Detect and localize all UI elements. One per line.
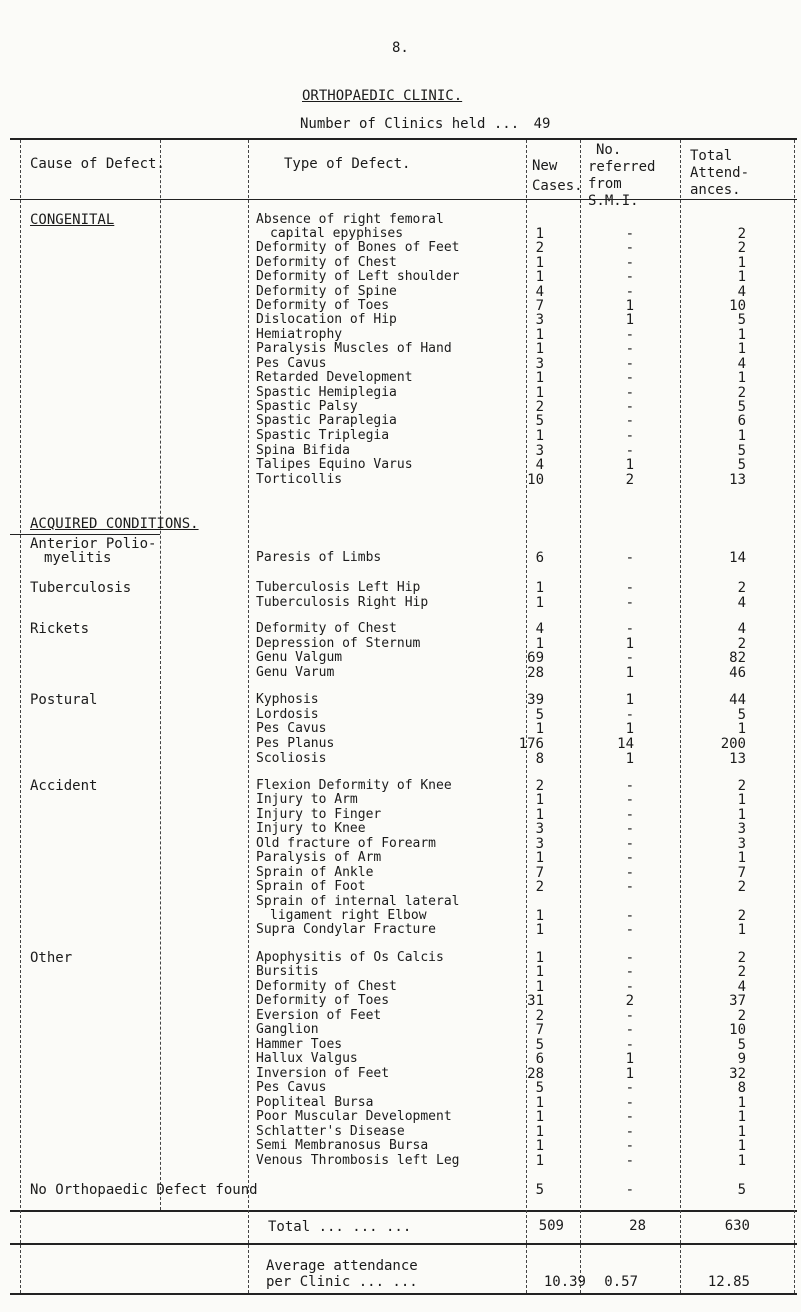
referred-cell: - [625,370,634,386]
header-new-cases [532,156,583,196]
attendances-cell: 200 [720,736,746,752]
defect-type: Pes Cavus [256,1080,327,1095]
new-cases-cell: 1 [535,950,544,966]
header-bottom-rule [10,199,797,200]
defect-type: Flexion Deformity of Knee [256,778,452,793]
attendances-cell: 4 [737,284,746,300]
attendances-cell: 2 [737,950,746,966]
new-cases-cell: 1 [535,341,544,357]
clinics-held-label: Number of Clinics held ... [300,116,520,132]
new-cases-cell: 5 [535,707,544,723]
attendances-cell: 1 [737,721,746,737]
new-cases-cell: 1 [535,580,544,596]
attendances-cell: 5 [737,443,746,459]
attendances-cell: 1 [737,341,746,357]
referred-cell: - [625,1109,634,1125]
defect-type: Tuberculosis Right Hip [256,595,429,610]
referred-cell: - [625,621,634,637]
new-cases-cell: 3 [535,443,544,459]
header-new-cases-line-2: Cases. [532,178,583,194]
cause-label: ACQUIRED CONDITIONS. [30,516,199,532]
cause-label: No Orthopaedic Defect found [30,1182,258,1198]
totals-label: Total ... ... ... [268,1219,412,1235]
defect-type: Scoliosis [256,751,327,766]
defect-type: Genu Varum [256,665,335,680]
new-cases-cell: 7 [535,298,544,314]
cause-label: Tuberculosis [30,580,132,596]
attendances-cell: 4 [737,979,746,995]
attendances-cell: 2 [737,385,746,401]
referred-cell: - [625,428,634,444]
attendances-cell: 1 [737,850,746,866]
cause-label: Anterior Polio- [30,536,157,552]
attendances-cell: 3 [737,836,746,852]
defect-type: Spina Bifida [256,443,350,458]
defect-type: Popliteal Bursa [256,1095,374,1110]
attendances-cell: 5 [737,457,746,473]
new-cases-cell: 2 [535,240,544,256]
new-cases-cell: 39 [527,692,544,708]
referred-cell: 1 [625,692,634,708]
average-attendances: 12.85 [707,1274,750,1290]
header-referred-line-4: S.M.I. [588,193,639,209]
referred-cell: - [625,413,634,429]
defect-type: Old fracture of Forearm [256,836,437,851]
new-cases-cell: 28 [527,665,544,681]
new-cases-cell: 4 [535,621,544,637]
attendances-cell: 14 [729,550,746,566]
attendances-cell: 1 [737,255,746,271]
table-top-rule [10,138,797,140]
attendances-cell: 1 [737,807,746,823]
attendances-cell: 4 [737,356,746,372]
referred-cell: - [625,550,634,566]
totals-referred: 28 [629,1218,646,1234]
referred-cell: 2 [625,993,634,1009]
attendances-cell: 8 [737,1080,746,1096]
attendances-cell: 1 [737,792,746,808]
totals-new-cases: 509 [538,1218,564,1234]
referred-cell: - [625,385,634,401]
defect-type: Paralysis of Arm [256,850,382,865]
col-divider-6 [680,140,681,1293]
referred-cell: 1 [625,457,634,473]
attendances-cell: 5 [737,399,746,415]
attendances-cell: 1 [737,1153,746,1169]
new-cases-cell: 1 [535,1153,544,1169]
defect-type: Schlatter's Disease [256,1124,405,1139]
attendances-cell: 5 [737,707,746,723]
new-cases-cell: 1 [535,1109,544,1125]
new-cases-cell: 5 [535,413,544,429]
defect-type: Absence of right femoral [256,212,444,227]
new-cases-cell: 1 [535,1124,544,1140]
referred-cell: 1 [625,636,634,652]
header-type: Type of Defect. [284,156,411,172]
defect-type: Deformity of Bones of Feet [256,240,460,255]
referred-cell: 1 [625,1066,634,1082]
new-cases-cell: 2 [535,1008,544,1024]
new-cases-cell: 6 [535,1051,544,1067]
defect-type: Kyphosis [256,692,319,707]
defect-type: Apophysitis of Os Calcis [256,950,444,965]
defect-type: Pes Cavus [256,356,327,371]
attendances-cell: 2 [737,1008,746,1024]
defect-type: Eversion of Feet [256,1008,382,1023]
cause-label: myelitis [44,550,112,566]
attendances-cell: 10 [729,1022,746,1038]
defect-type: Spastic Triplegia [256,428,390,443]
new-cases-cell: 1 [535,1138,544,1154]
referred-cell: - [625,1037,634,1053]
defect-type: Deformity of Chest [256,255,397,270]
attendances-cell: 2 [737,240,746,256]
body-bottom-rule [10,1210,797,1212]
defect-type: Hallux Valgus [256,1051,358,1066]
header-referred-line-2: referred [588,159,656,175]
defect-type: Sprain of Ankle [256,865,374,880]
new-cases-cell: 10 [527,472,544,488]
col-divider-5 [580,140,581,1293]
defect-type: Supra Condylar Fracture [256,922,437,937]
new-cases-cell: 69 [527,650,544,666]
new-cases-cell: 1 [535,255,544,271]
attendances-cell: 3 [737,821,746,837]
referred-cell: - [625,1095,634,1111]
clinics-held-value: 49 [533,116,551,132]
new-cases-cell: 1 [535,850,544,866]
referred-cell: - [625,979,634,995]
referred-cell: - [625,650,634,666]
referred-cell: - [625,226,634,242]
new-cases-cell: 31 [527,993,544,1009]
referred-cell: - [625,284,634,300]
report-title: ORTHOPAEDIC CLINIC. [302,88,463,104]
attendances-cell: 1 [737,1138,746,1154]
referred-cell: - [625,1138,634,1154]
defect-type: ligament right Elbow [270,908,427,923]
attendances-cell: 1 [737,327,746,343]
defect-type: Spastic Palsy [256,399,358,414]
referred-cell: - [625,341,634,357]
table-bottom-rule [10,1293,797,1295]
attendances-cell: 1 [737,428,746,444]
cause-label: Postural [30,692,98,708]
header-referred [588,142,655,210]
defect-type: Bursitis [256,964,319,979]
referred-cell: 1 [625,721,634,737]
attendances-cell: 4 [737,621,746,637]
congenital-bottom-rule [10,534,160,535]
defect-type: Spastic Hemiplegia [256,385,397,400]
col-divider-1 [20,140,21,1293]
defect-type: Deformity of Left shoulder [256,269,460,284]
new-cases-cell: 1 [535,385,544,401]
new-cases-cell: 2 [535,879,544,895]
new-cases-cell: 5 [535,1037,544,1053]
new-cases-cell: 3 [535,356,544,372]
attendances-cell: 10 [729,298,746,314]
col-divider-7 [794,140,795,1293]
referred-cell: - [625,879,634,895]
average-label-line-1: Average attendance [266,1258,418,1274]
attendances-cell: 2 [737,964,746,980]
referred-cell: - [625,443,634,459]
header-new-cases-line-1: New [532,158,558,174]
defect-type: Sprain of Foot [256,879,366,894]
new-cases-cell: 1 [535,908,544,924]
cause-label: CONGENITAL [30,212,115,228]
attendances-cell: 1 [737,370,746,386]
attendances-cell: 2 [737,908,746,924]
new-cases-cell: 4 [535,457,544,473]
referred-cell: - [625,595,634,611]
average-new-cases: 10.39 [543,1274,586,1290]
new-cases-cell: 1 [535,792,544,808]
header-total-line-2: Attend- [690,165,750,181]
referred-cell: 1 [625,751,634,767]
header-total-attendances [690,148,749,199]
attendances-cell: 1 [737,269,746,285]
referred-cell: - [625,255,634,271]
attendances-cell: 2 [737,879,746,895]
new-cases-cell: 1 [535,807,544,823]
referred-cell: - [625,580,634,596]
average-referred: 0.57 [604,1274,638,1290]
new-cases-cell: 3 [535,312,544,328]
attendances-cell: 6 [737,413,746,429]
defect-type: Retarded Development [256,370,413,385]
defect-type: Semi Membranosus Bursa [256,1138,429,1153]
referred-cell: - [625,821,634,837]
new-cases-cell: 4 [535,284,544,300]
defect-type: Lordosis [256,707,319,722]
defect-type: Dislocation of Hip [256,312,397,327]
defect-type: Deformity of Toes [256,298,390,313]
header-referred-line-3: from [588,176,622,192]
referred-cell: - [625,707,634,723]
attendances-cell: 5 [737,1182,746,1198]
referred-cell: - [625,807,634,823]
cause-label: Other [30,950,73,966]
defect-type: Poor Muscular Development [256,1109,452,1124]
referred-cell: - [625,1124,634,1140]
attendances-cell: 2 [737,636,746,652]
defect-type: Talipes Equino Varus [256,457,413,472]
attendances-cell: 1 [737,1095,746,1111]
referred-cell: 14 [617,736,634,752]
defect-type: Deformity of Chest [256,621,397,636]
attendances-cell: 5 [737,312,746,328]
defect-type: Pes Planus [256,736,335,751]
defect-type: Deformity of Spine [256,284,397,299]
new-cases-cell: 1 [535,428,544,444]
defect-type: Injury to Finger [256,807,382,822]
referred-cell: 1 [625,1051,634,1067]
referred-cell: - [625,1008,634,1024]
referred-cell: - [625,1022,634,1038]
attendances-cell: 2 [737,778,746,794]
defect-type: capital epyphises [270,226,404,241]
new-cases-cell: 2 [535,399,544,415]
new-cases-cell: 3 [535,836,544,852]
referred-cell: 1 [625,298,634,314]
attendances-cell: 13 [729,751,746,767]
attendances-cell: 2 [737,226,746,242]
attendances-cell: 37 [729,993,746,1009]
defect-type: Paresis of Limbs [256,550,382,565]
new-cases-cell: 5 [535,1080,544,1096]
new-cases-cell: 1 [535,636,544,652]
defect-type: Paralysis Muscles of Hand [256,341,452,356]
attendances-cell: 1 [737,1124,746,1140]
attendances-cell: 1 [737,1109,746,1125]
new-cases-cell: 1 [535,226,544,242]
referred-cell: - [625,778,634,794]
header-total-line-1: Total [690,148,733,164]
defect-type: Genu Valgum [256,650,343,665]
attendances-cell: 7 [737,865,746,881]
referred-cell: - [625,1182,634,1198]
defect-type: Torticollis [256,472,343,487]
referred-cell: 1 [625,312,634,328]
new-cases-cell: 2 [535,778,544,794]
defect-type: Injury to Arm [256,792,358,807]
referred-cell: - [625,327,634,343]
new-cases-cell: 1 [535,979,544,995]
defect-type: Pes Cavus [256,721,327,736]
referred-cell: 1 [625,665,634,681]
attendances-cell: 46 [729,665,746,681]
referred-cell: - [625,356,634,372]
attendances-cell: 44 [729,692,746,708]
attendances-cell: 9 [737,1051,746,1067]
attendances-cell: 2 [737,580,746,596]
attendances-cell: 32 [729,1066,746,1082]
col-divider-3 [248,140,249,1293]
page-number: 8. [392,40,409,56]
attendances-cell: 1 [737,922,746,938]
new-cases-cell: 7 [535,1022,544,1038]
new-cases-cell: 1 [535,721,544,737]
defect-type: Depression of Sternum [256,636,421,651]
attendances-cell: 5 [737,1037,746,1053]
header-cause: Cause of Defect. [30,156,165,172]
referred-cell: - [625,240,634,256]
attendances-cell: 4 [737,595,746,611]
new-cases-cell: 176 [518,736,544,752]
total-bottom-rule [10,1243,797,1245]
average-label-line-2: per Clinic ... ... [266,1274,418,1290]
new-cases-cell: 3 [535,821,544,837]
referred-cell: - [625,792,634,808]
defect-type: Tuberculosis Left Hip [256,580,421,595]
cause-label: Rickets [30,621,90,637]
attendances-cell: 13 [729,472,746,488]
col-divider-2 [160,140,161,1210]
new-cases-cell: 1 [535,327,544,343]
defect-type: Hemiatrophy [256,327,343,342]
defect-type: Spastic Paraplegia [256,413,397,428]
clinics-held-line [300,116,550,132]
new-cases-cell: 1 [535,964,544,980]
referred-cell: - [625,964,634,980]
defect-type: Deformity of Chest [256,979,397,994]
header-total-line-3: ances. [690,182,741,198]
referred-cell: - [625,1153,634,1169]
cause-label: Accident [30,778,98,794]
totals-attendances: 630 [724,1218,750,1234]
average-label [266,1258,418,1290]
referred-cell: - [625,1080,634,1096]
new-cases-cell: 1 [535,1095,544,1111]
referred-cell: - [625,399,634,415]
referred-cell: 2 [625,472,634,488]
referred-cell: - [625,836,634,852]
referred-cell: - [625,908,634,924]
referred-cell: - [625,865,634,881]
referred-cell: - [625,922,634,938]
new-cases-cell: 1 [535,370,544,386]
new-cases-cell: 1 [535,269,544,285]
new-cases-cell: 7 [535,865,544,881]
new-cases-cell: 28 [527,1066,544,1082]
defect-type: Sprain of internal lateral [256,894,460,909]
new-cases-cell: 8 [535,751,544,767]
new-cases-cell: 5 [535,1182,544,1198]
referred-cell: - [625,950,634,966]
header-referred-line-1: No. [596,142,622,158]
referred-cell: - [625,269,634,285]
new-cases-cell: 1 [535,595,544,611]
attendances-cell: 82 [729,650,746,666]
defect-type: Venous Thrombosis left Leg [256,1153,460,1168]
referred-cell: - [625,850,634,866]
new-cases-cell: 6 [535,550,544,566]
defect-type: Injury to Knee [256,821,366,836]
defect-type: Deformity of Toes [256,993,390,1008]
defect-type: Hammer Toes [256,1037,343,1052]
new-cases-cell: 1 [535,922,544,938]
defect-type: Ganglion [256,1022,319,1037]
defect-type: Inversion of Feet [256,1066,390,1081]
